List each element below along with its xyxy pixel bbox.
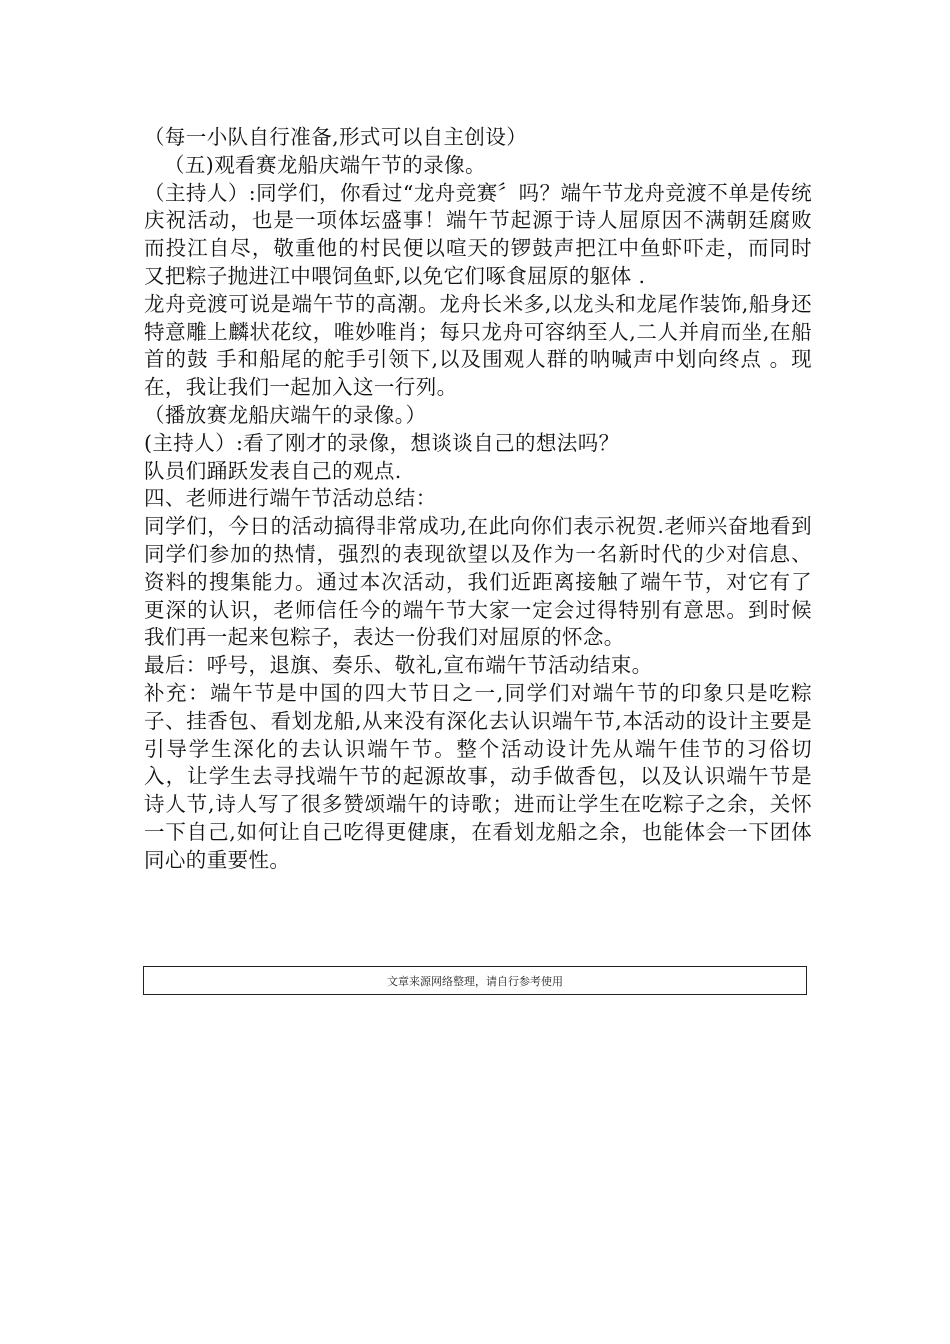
paragraph-closing: 最后：呼号，退旗、奏乐、敬礼,宣布端午节活动结束。 <box>144 653 653 678</box>
paragraph-host-question: (主持人）:看了刚才的录像，想谈谈自己的想法吗？ <box>144 430 620 455</box>
paragraph-teacher-summary: 同学们，今日的活动搞得非常成功,在此向你们表示祝贺.老师兴奋地看到同学们参加的热情，强烈的表现欲望以及作为一名新时代的少对信息、资料的搜集能力。通过本次活动，我们近距离接触了端午节，对它有了更深的认识，老师信任今的端午节大家一定会过得特别有意思。到时候我们再一起来包粽子，表达一份我们对屈原的怀念。 <box>144 514 812 650</box>
paragraph-supplement: 补充：端午节是中国的四大节日之一,同学们对端午节的印象只是吃粽子、挂香包、看划龙船,从来没有深化去认识端午节,本活动的设计主要是引导学生深化的去认识端午节。整个活动设计先从端午佳节的习俗切入，让学生去寻找端午节的起源故事，动手做香包，以及认识端午节是诗人节,诗人写了很多赞颂端午的诗歌；进而让学生在吃粽子之余，关怀一下自己,如何让自己吃得更健康，在看划龙船之余，也能体会一下团体同心的重要性。 <box>144 680 812 872</box>
paragraph-host-intro: （主持人）:同学们，你看过“龙舟竞赛〞吗？端午节龙舟竞渡不单是传统庆祝活动，也是一项体坛盛事！端午节起源于诗人屈原因不满朝廷腐败而投江自尽，敬重他的村民便以喧天的锣鼓声把江中鱼虾吓走，而同时又把粽子抛进江中喂饲鱼虾,以免它们啄食屈原的躯体 . <box>144 180 812 288</box>
footer-notice: 文章来源网络整理，请自行参考使用 <box>143 966 807 995</box>
paragraph-play-video: （播放赛龙船庆端午的录像。） <box>144 402 427 427</box>
paragraph-members-speak: 队员们踊跃发表自己的观点. <box>144 458 402 483</box>
paragraph-prep-note: （每一小队自行准备,形式可以自主创设） <box>144 125 528 149</box>
paragraph-dragon-boat: 龙舟竞渡可说是端午节的高潮。龙舟长米多,以龙头和龙尾作装饰,船身还特意雕上麟状花纹，唯妙唯肖；每只龙舟可容纳至人,二人并肩而坐,在船首的鼓 手和船尾的舵手引领下,以及围观人群的呐喊声中划向终点 。现在，我让我们一起加入这一行列。 <box>144 291 812 400</box>
paragraph-section-five: （五)观看赛龙船庆端午节的录像。 <box>164 152 486 177</box>
document-body <box>144 124 812 875</box>
section-heading-summary: 四、老师进行端午节活动总结： <box>144 486 437 511</box>
